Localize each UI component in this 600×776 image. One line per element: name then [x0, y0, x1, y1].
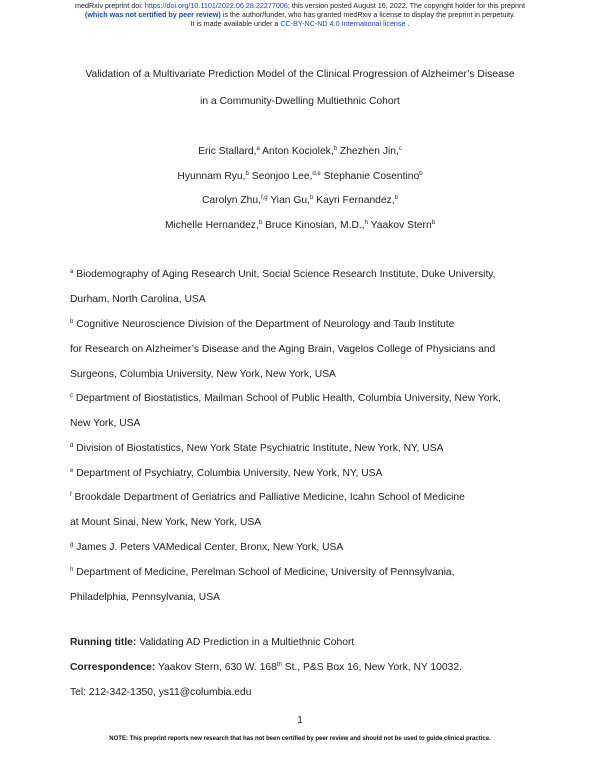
author-name: Michelle Hernandez, — [164, 220, 259, 231]
author-name: Yian Gu, — [270, 195, 310, 206]
author-line — [0, 195, 600, 206]
correspondence-label: Correspondence: — [70, 662, 156, 673]
author-affil-mark: b — [245, 171, 249, 177]
running-title — [70, 637, 540, 648]
affiliation-mark: g — [70, 542, 74, 548]
affiliation-mark: e — [70, 468, 74, 474]
author-affil-mark: b — [394, 195, 398, 201]
preprint-banner — [0, 1, 600, 28]
author-name: Carolyn Zhu, — [202, 195, 261, 206]
author-name: Eric Stallard, — [198, 146, 257, 157]
license-link[interactable]: CC-BY-NC-ND 4.0 International license — [280, 19, 406, 28]
affiliation-mark: a — [70, 269, 74, 275]
affiliation-line: $^c$ Department of Biostatistics, Mailman School of Public Health, Columbia University, New York, — [70, 393, 501, 404]
affiliation-mark: c — [70, 393, 73, 399]
banner-line-3: It is made available under a CC-BY-NC-ND 4.0 International license . — [190, 19, 410, 28]
author-affil-mark: d,e — [312, 171, 321, 177]
paper-title-line-2: in a Community-Dwelling Multiethnic Cohort — [200, 96, 400, 107]
affiliation-line: at Mount Sinai, New York, New York, USA — [70, 517, 262, 528]
affiliation-mark: b — [70, 319, 74, 325]
author-affil-mark: b — [258, 220, 263, 226]
affiliation-line: for Research on Alzheimer’s Disease and the Aging Brain, Vagelos College of Physicians and — [70, 344, 496, 355]
affiliation-line: Surgeons, Columbia University, New York, New York, USA — [70, 369, 336, 380]
author-affil-mark: b — [310, 195, 314, 201]
author-name: Stephanie Cosentino — [323, 171, 420, 182]
affiliation-line: New York, USA — [70, 418, 141, 429]
running-title-value: Validating AD Prediction in a Multiethnic Cohort — [139, 637, 355, 648]
affiliation-line: $^h$ Department of Medicine, Perelman School of Medicine, University of Pennsylvania, — [70, 567, 455, 578]
author-affil-mark: c — [398, 146, 402, 152]
banner-line-1: medRxiv preprint doi: https://doi.org/10.1101/2022.06.28.22277006; this version posted August 16, 2022. The copyright holder for this preprint — [74, 1, 526, 10]
author-name: Anton Kociolek, — [262, 146, 334, 157]
affiliation-line: $^e$ Department of Psychiatry, Columbia University, New York, NY, USA — [70, 468, 383, 479]
affiliation-mark: h — [70, 567, 74, 573]
affiliation-line: $^f$ Brookdale Department of Geriatrics and Palliative Medicine, Icahn School of Medicine — [70, 492, 465, 503]
author-affil-mark: a — [256, 146, 260, 152]
contact-info: Tel: 212-342-1350, ys11@columbia.edu — [70, 687, 252, 698]
author-affil-mark: b — [419, 171, 423, 177]
author-line — [0, 171, 600, 182]
author-affil-mark: h — [364, 220, 368, 226]
affiliation-mark: f — [70, 492, 72, 498]
affiliation-line: $^g$ James J. Peters VAMedical Center, Bronx, New York, USA — [70, 542, 344, 553]
author-line — [0, 220, 600, 231]
author-name: Bruce Kinosian, M.D., — [265, 220, 365, 231]
affiliation-line: $^a$ Biodemography of Aging Research Unit, Social Science Research Institute, Duke University, — [70, 269, 496, 280]
affiliation-line: Durham, North Carolina, USA — [70, 294, 206, 305]
author-name: Seonjoo Lee, — [251, 171, 313, 182]
affiliation-line: $^d$ Division of Biostatistics, New York State Psychiatric Institute, New York, NY, USA — [70, 443, 444, 454]
correspondence: Correspondence: Yaakov Stern, 630 W. 168th St., P&S Box 16, New York, NY 10032. — [70, 662, 462, 673]
author-name: Zhezhen Jin, — [339, 146, 399, 157]
doi-link[interactable]: https://doi.org/10.1101/2022.06.28.22277006 — [144, 1, 288, 10]
footer-note: NOTE: This preprint reports new research that has not been certified by peer review and should not be used to guide clinical practice. — [109, 736, 491, 742]
author-name: Hyunnam Ryu, — [177, 171, 246, 182]
page-number: 1 — [297, 715, 303, 726]
author-name: Yaakov Stern — [370, 220, 432, 231]
affiliation-line: Philadelphia, Pennsylvania, USA — [70, 592, 220, 603]
author-name: Kayri Fernandez, — [316, 195, 395, 206]
author-affil-mark: b — [333, 146, 338, 152]
banner-line-2: (which was not certified by peer review) is the author/funder, who has granted medRxiv a license to display the preprint in perpetuity. — [84, 10, 516, 19]
author-affil-mark: b — [431, 220, 436, 226]
affiliation-line: $^b$ Cognitive Neuroscience Division of the Department of Neurology and Taub Institute — [70, 319, 455, 330]
running-title-label: Running title: — [70, 637, 137, 648]
author-affil-mark: f,g — [260, 195, 268, 201]
paper-title-line-1: Validation of a Multivariate Prediction Model of the Clinical Progression of Alzheimer’s Disease — [85, 69, 515, 80]
affiliation-mark: d — [70, 443, 74, 449]
author-line — [0, 146, 600, 157]
